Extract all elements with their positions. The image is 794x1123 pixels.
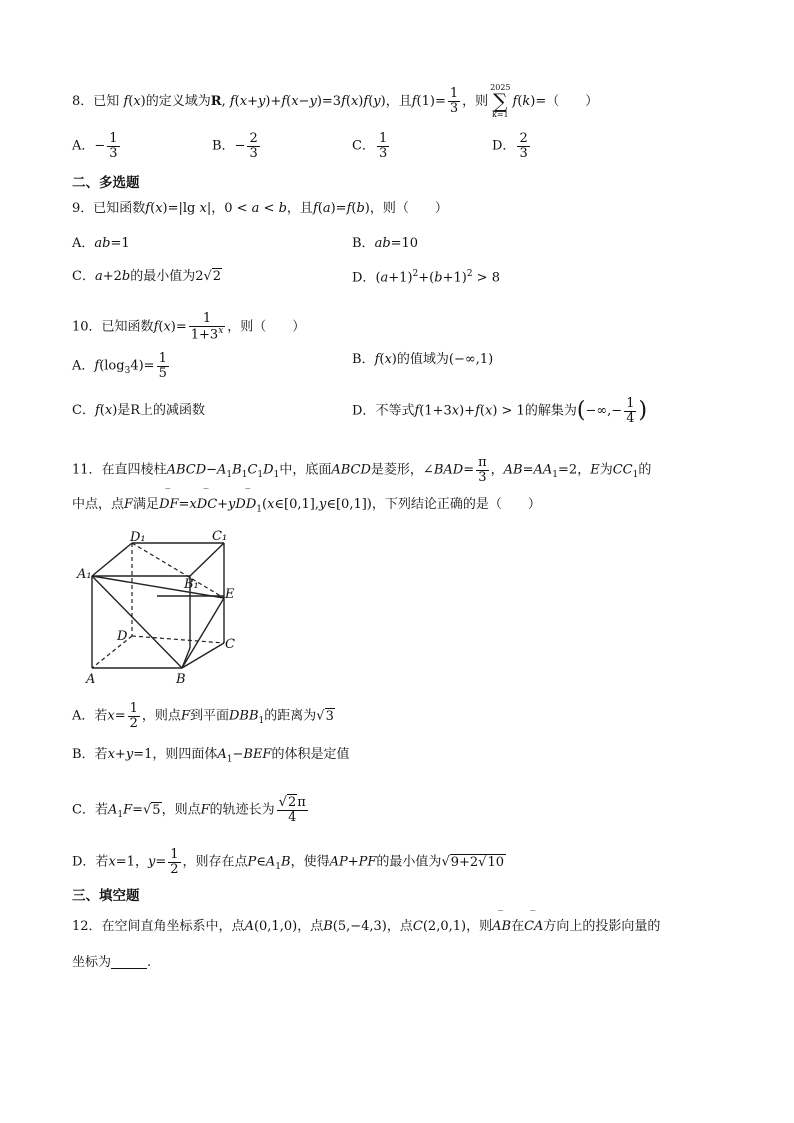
section-heading-fill-blank: 三、填空题 [72, 888, 140, 904]
q9-option-c: C．a+2b的最小值为2√2 [72, 269, 222, 284]
label-d1: D₁ [130, 530, 146, 545]
q9-option-a: A．ab=1 [72, 236, 130, 251]
q10-option-b: B．f(x)的值域为(−∞,1) [352, 352, 494, 367]
q8-option-d: D． $\frac{2}{3}$ [492, 131, 528, 161]
q8-stem: 8．已知 f(x)的定义域为R, f(x+y)+f(x−y)=3f(x)f(y)，且f(1)= $\frac{1}{3}$ ，则 2025 ∑ k=1 f(k)=（ ） [72, 83, 599, 119]
q11-option-a: A．若x= $\frac{1}{2}$ ，则点F到平面$DBB_1$的距离为√3 [72, 701, 334, 731]
q8-option-a: A．− $\frac{1}{3}$ [72, 131, 118, 161]
q10-option-a: A．$f(\log_34)=$ $\frac{1}{5}$ [72, 351, 167, 381]
label-b1: B₁ [184, 577, 199, 592]
label-a: A [86, 672, 96, 687]
q12-stem-line1: 12．在空间直角坐标系中，点A(0,1,0)，点B(5,−4,3)，点C(2,0,1)，则‾ AB在‾ CA方向上的投影向量的 [72, 920, 660, 933]
label-d: D [117, 629, 128, 644]
fraction: $\frac{1}{3}$ [449, 86, 459, 116]
q10-option-c: C．f(x)是R上的减函数 [72, 403, 206, 418]
q8-option-b: B．− $\frac{2}{3}$ [212, 131, 258, 161]
label-c1: C₁ [212, 529, 228, 544]
q12-stem-line2: 坐标为 . [72, 955, 152, 970]
summation-symbol: 2025 ∑ k=1 [490, 83, 511, 119]
label-e: E [225, 587, 235, 602]
q10-option-d: D．不等式f(1+3x)+f(x) > 1的解集为(−∞,− $\frac{1}{4}$ ) [352, 396, 648, 426]
q11-option-d: D．若x=1，y= $\frac{1}{2}$ ，则存在点$P\in A_1B$，使得AP+PF的最小值为√9+2√10 [72, 847, 504, 877]
q8-option-c: C． $\frac{1}{3}$ [352, 131, 388, 161]
q11-option-b: B．若x+y=1，则四面体$A_1-BEF$的体积是定值 [72, 747, 350, 765]
q11-stem-line2: 中点，点F满足‾ DF=x‾ DC+y‾ $DD_1(x\in[0,1],y\in[0,1])$，下列结论正确的是（ ） [72, 498, 541, 515]
answer-blank[interactable] [111, 956, 147, 969]
q9-stem: 9．已知函数f(x)=|lg x|，0 < a < b，且f(a)=f(b)，则（ ） [72, 201, 448, 216]
q10-stem: 10．已知函数f(x)= $\frac{1}{1+3^x}$ ，则（ ） [72, 311, 306, 342]
q9-option-b: B．ab=10 [352, 236, 419, 251]
label-b: B [176, 672, 186, 687]
label-c: C [225, 637, 235, 652]
prism-figure [72, 528, 242, 688]
q9-option-d: D．$(a+1)^2+(b+1)^2 > 8$ [352, 269, 500, 286]
q11-stem-line1: 11．在直四棱柱$ABCD-A_1B_1C_1D_1$中，底面ABCD是菱形，∠BAD= $\frac{\pi}{3}$ ，$AB=AA_1=2$，E为$CC_1$的 [72, 455, 652, 485]
label-a1: A₁ [77, 567, 92, 582]
section-heading-multi-choice: 二、多选题 [72, 175, 140, 191]
q11-option-c: C．若$A_1F=√5$，则点F的轨迹长为 $\frac{√2\pi}{4}$ [72, 795, 306, 825]
